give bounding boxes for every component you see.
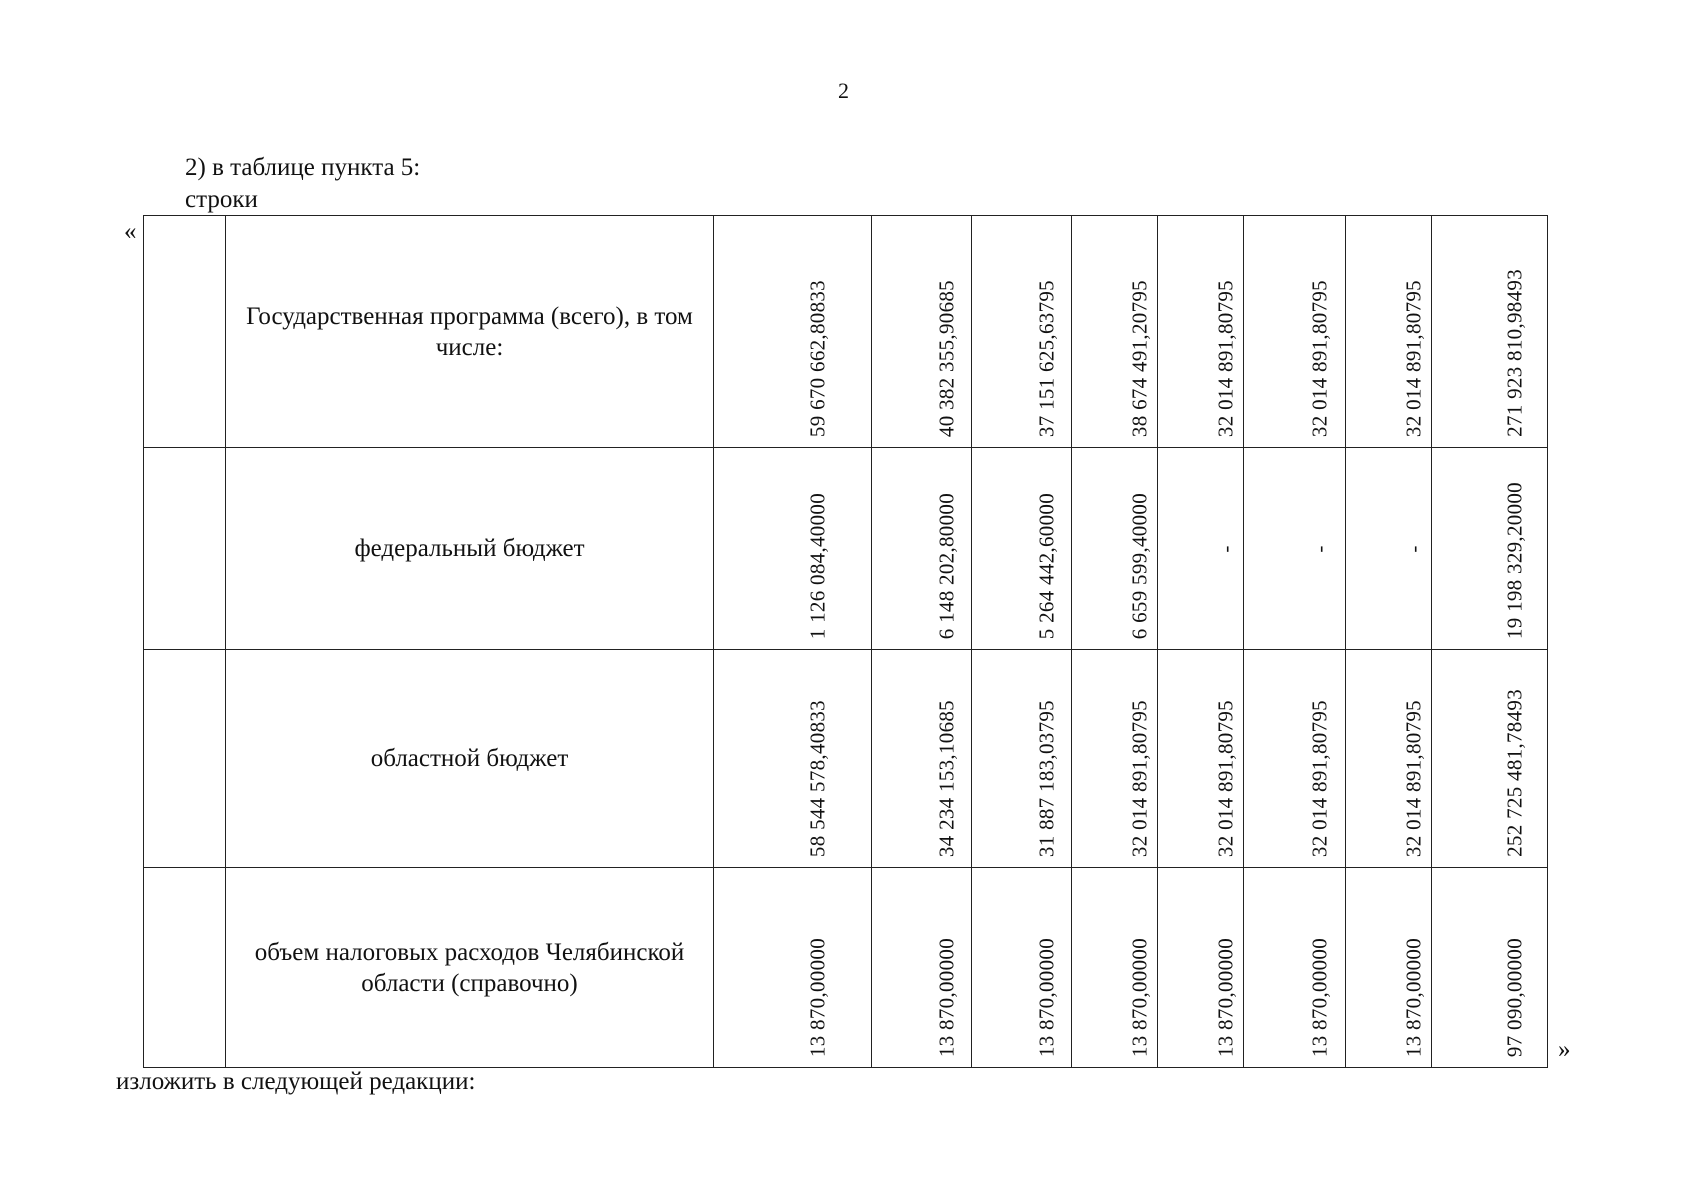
value-text: 32 014 891,80795 — [1213, 699, 1237, 857]
value-text: - — [1307, 544, 1331, 553]
value-cell — [1432, 650, 1548, 868]
value-text: 32 014 891,80795 — [1401, 699, 1425, 857]
value-cell — [1072, 868, 1158, 1068]
value-cell — [1244, 650, 1346, 868]
value-cell — [1158, 216, 1244, 448]
value-text: 32 014 891,80795 — [1401, 279, 1425, 437]
row-name-cell: областной бюджет — [226, 650, 714, 868]
value-cell — [1072, 216, 1158, 448]
table-row — [144, 448, 1548, 650]
value-text: 58 544 578,40833 — [805, 699, 829, 857]
value-cell — [1244, 448, 1346, 650]
value-text: - — [1401, 544, 1425, 553]
value-text: 32 014 891,80795 — [1213, 279, 1237, 437]
table-row — [144, 868, 1548, 1068]
value-text: 19 198 329,20000 — [1502, 481, 1526, 639]
table-row — [144, 650, 1548, 868]
value-cell — [1072, 448, 1158, 650]
value-text: 13 870,00000 — [1127, 937, 1151, 1057]
value-text: 97 090,00000 — [1502, 937, 1526, 1057]
intro-text — [185, 152, 420, 216]
budget-table — [143, 215, 1548, 1068]
value-cell — [1346, 650, 1432, 868]
value-text: 252 725 481,78493 — [1502, 689, 1526, 857]
value-cell — [872, 216, 972, 448]
value-cell — [1346, 448, 1432, 650]
value-text: 271 923 810,98493 — [1502, 269, 1526, 437]
value-text: 13 870,00000 — [1401, 937, 1425, 1057]
value-text: 13 870,00000 — [1034, 937, 1058, 1057]
intro-line-2: строки — [185, 186, 258, 213]
value-cell — [972, 448, 1072, 650]
value-text: 13 870,00000 — [1213, 937, 1237, 1057]
table-row — [144, 216, 1548, 448]
value-cell — [1244, 868, 1346, 1068]
value-cell — [1432, 216, 1548, 448]
value-cell — [714, 868, 872, 1068]
value-cell — [1346, 216, 1432, 448]
value-text: 40 382 355,90685 — [934, 279, 958, 437]
value-cell — [972, 216, 1072, 448]
value-text: - — [1213, 544, 1237, 553]
value-cell — [1432, 868, 1548, 1068]
value-cell — [1072, 650, 1158, 868]
value-text: 37 151 625,63795 — [1034, 279, 1058, 437]
value-cell — [714, 448, 872, 650]
value-text: 32 014 891,80795 — [1307, 279, 1331, 437]
outro-text: изложить в следующей редакции: — [116, 1068, 476, 1095]
opening-quote: « — [124, 218, 137, 245]
intro-line-1: 2) в таблице пункта 5: — [185, 154, 421, 181]
value-text: 6 148 202,80000 — [934, 492, 958, 639]
value-cell — [714, 216, 872, 448]
value-cell — [972, 868, 1072, 1068]
value-text: 34 234 153,10685 — [934, 699, 958, 857]
row-number-cell — [144, 868, 226, 1068]
page-number: 2 — [838, 78, 849, 103]
value-text: 38 674 491,20795 — [1127, 279, 1151, 437]
value-cell — [1158, 448, 1244, 650]
value-cell — [872, 448, 972, 650]
value-cell — [1244, 216, 1346, 448]
row-number-cell — [144, 216, 226, 448]
row-name-cell: объем налоговых расходов Челябинской области (справочно) — [226, 868, 714, 1068]
value-cell — [1432, 448, 1548, 650]
value-text: 32 014 891,80795 — [1127, 699, 1151, 857]
value-text: 1 126 084,40000 — [805, 492, 829, 639]
value-text: 13 870,00000 — [1307, 937, 1331, 1057]
value-cell — [1346, 868, 1432, 1068]
value-cell — [1158, 868, 1244, 1068]
row-number-cell — [144, 448, 226, 650]
value-text: 5 264 442,60000 — [1034, 492, 1058, 639]
value-text: 6 659 599,40000 — [1127, 492, 1151, 639]
row-name-cell: Государственная программа (всего), в том числе: — [226, 216, 714, 448]
value-text: 13 870,00000 — [934, 937, 958, 1057]
row-number-cell — [144, 650, 226, 868]
value-text: 59 670 662,80833 — [805, 279, 829, 437]
value-text: 32 014 891,80795 — [1307, 699, 1331, 857]
row-name-cell: федеральный бюджет — [226, 448, 714, 650]
closing-quote: » — [1558, 1036, 1571, 1063]
value-cell — [872, 868, 972, 1068]
value-cell — [972, 650, 1072, 868]
value-text: 13 870,00000 — [805, 937, 829, 1057]
value-text: 31 887 183,03795 — [1034, 699, 1058, 857]
value-cell — [1158, 650, 1244, 868]
value-cell — [714, 650, 872, 868]
value-cell — [872, 650, 972, 868]
